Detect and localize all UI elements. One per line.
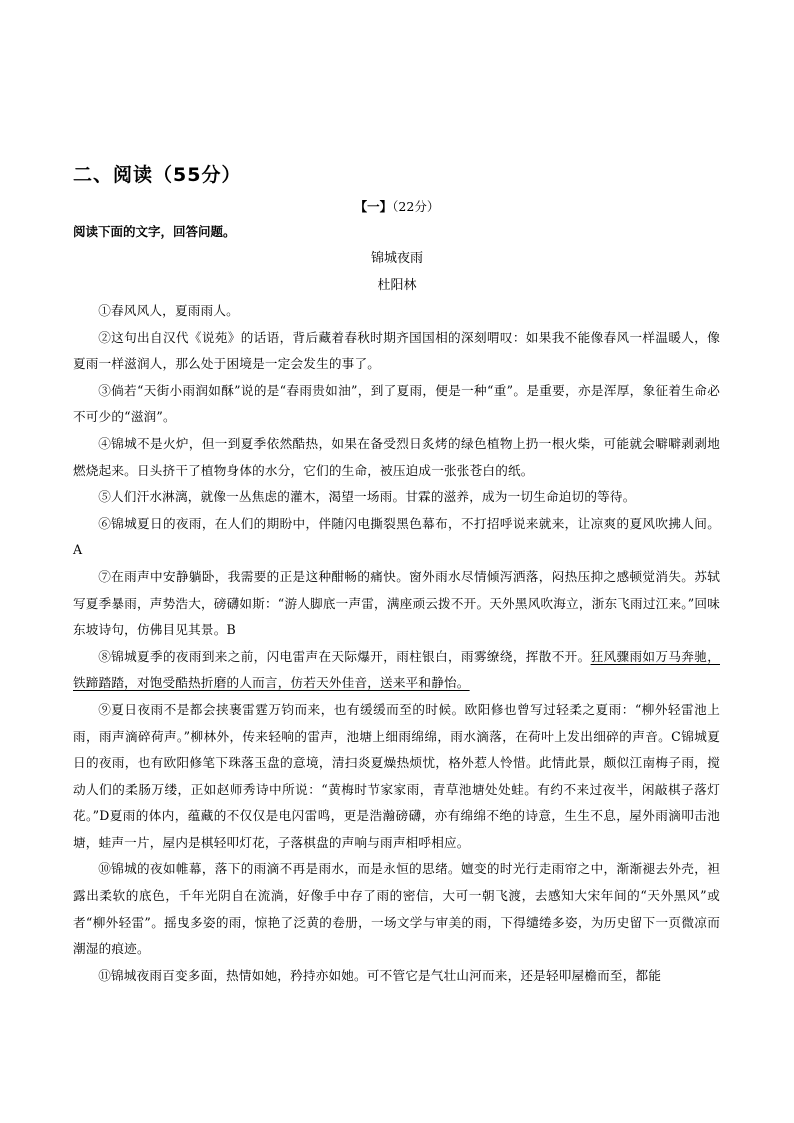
paragraph-3: ③倘若“天街小雨润如酥”说的是“春雨贵如油”，到了夏雨，便是一种“重”。是重要，亦是浑厚，象征着生命必不可少的“滋润”。 <box>73 382 720 425</box>
underlined-sentence: 狂风骤雨如万马奔驰，铁蹄踏踏，对饱受酷热折磨的人而言，仿若天外佳音，送来平和静怡。 <box>73 648 720 691</box>
section-title: 二、阅读（55分） <box>73 164 242 186</box>
paragraph-8-text: ⑧锦城夏季的夜雨到来之前，闪电雷声在天际爆开，雨柱银白，雨雾缭绕，挥散不开。 <box>98 648 591 664</box>
paragraph-11: ⑪锦城夜雨百变多面，热情如她，矜持亦如她。可不管它是气壮山河而来，还是轻叩屋檐而至，都能 <box>98 967 662 983</box>
part-heading <box>0 197 794 215</box>
paragraph-10: ⑩锦城的夜如帷幕，落下的雨滴不再是雨水，而是永恒的思绪。嬗变的时光行走雨帘之中，渐渐褪去外壳，袒露出柔软的底色，千年光阴自在流淌，好像手中存了雨的密信，大可一朝飞渡，去感知大宋年间的“天外黑风”或者“柳外轻雷”。摇曳多姿的雨，惊艳了泛黄的卷册，一场文学与审美的雨，下得缱绻多姿，为历史留下一页微凉而潮湿的痕迹。 <box>73 861 720 957</box>
paragraph-6: ⑥锦城夏日的夜雨，在人们的期盼中，伴随闪电撕裂黑色幕布，不打招呼说来就来，让凉爽的夏风吹拂人间。A <box>73 515 720 558</box>
article-body <box>73 298 720 989</box>
part-mark: 【一】 <box>354 199 393 214</box>
paragraph-5: ⑤人们汗水淋漓，就像一丛焦虑的灌木，渴望一场雨。甘霖的滋养，成为一切生命迫切的等待。 <box>98 489 636 505</box>
article-author: 杜阳林 <box>377 278 417 293</box>
paragraph-2: ②这句出自汉代《说苑》的话语，背后藏着春秋时期齐国国相的深刻喟叹：如果我不能像春风一样温暖人，像夏雨一样滋润人，那么处于困境是一定会发生的事了。 <box>73 329 720 372</box>
paragraph-9: ⑨夏日夜雨不是都会挟裹雷霆万钧而来，也有缓缓而至的时候。欧阳修也曾写过轻柔之夏雨：“柳外轻雷池上雨，雨声滴碎荷声。”柳林外，传来轻响的雷声，池塘上细雨绵绵，雨水滴落，在荷叶上发出细碎的声音。C锦城夏日的夜雨，也有欧阳修笔下珠落玉盘的意境，清扫炎夏燥热烦忧，格外惹人怜惜。此情此景，颇似江南梅子雨，搅动人们的柔肠万缕，正如赵师秀诗中所说：“黄梅时节家家雨，青草池塘处处蛙。有约不来过夜半，闲敲棋子落灯花。”D夏雨的体内，蕴藏的不仅仅是电闪雷鸣，更是浩瀚磅礴，亦有绵绵不绝的诗意，生生不息，屋外雨滴叩击池塘，蛙声一片，屋内是棋轻叩灯花，子落棋盘的声响与雨声相呼相应。 <box>73 701 720 850</box>
paragraph-1: ①春风风人，夏雨雨人。 <box>98 303 239 318</box>
paragraph-7: ⑦在雨声中安静躺卧，我需要的正是这种酣畅的痛快。窗外雨水尽情倾泻洒落，闷热压抑之感顿觉消失。苏轼写夏季暴雨，声势浩大，磅礴如斯：“游人脚底一声雷，满座顽云拨不开。天外黑风吹海立，浙东飞雨过江来。”回味东坡诗句，仿佛目见其景。B <box>73 568 720 638</box>
paragraph-4: ④锦城不是火炉，但一到夏季依然酷热，如果在备受烈日炙烤的绿色植物上扔一根火柴，可能就会噼噼剥剥地燃烧起来。日头挤干了植物身体的水分，它们的生命，被压迫成一张张苍白的纸。 <box>73 435 720 478</box>
article-title: 锦城夜雨 <box>370 251 423 266</box>
reading-instruction: 阅读下面的文字，回答问题。 <box>73 224 236 239</box>
part-score: （22分） <box>392 199 440 214</box>
paragraph-8 <box>73 644 720 697</box>
